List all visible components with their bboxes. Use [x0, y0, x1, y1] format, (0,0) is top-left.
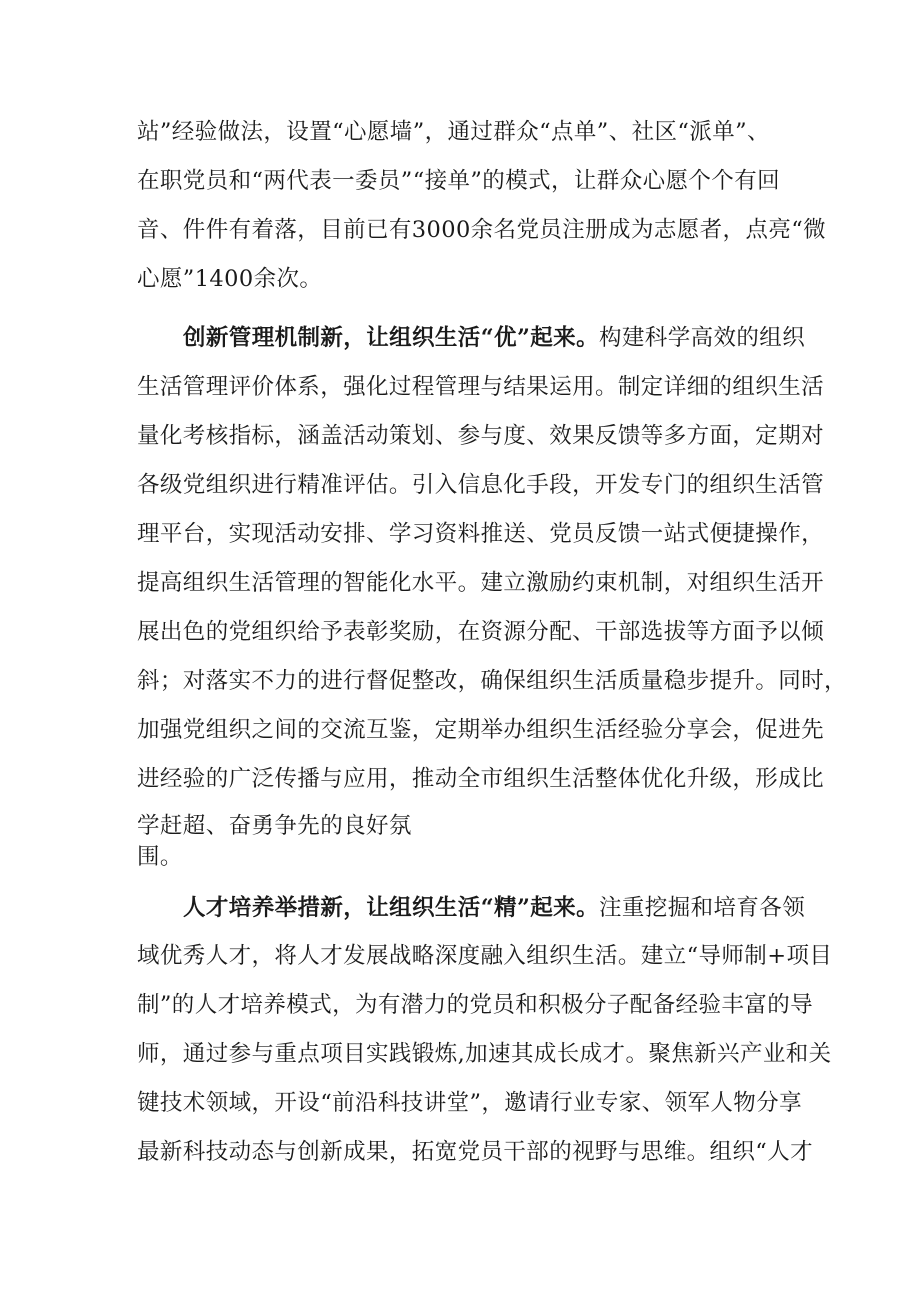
paragraph3-line-6: 最新科技动态与创新成果，拓宽党员干部的视野与思维。组织“人才	[137, 1139, 814, 1165]
paragraph3-line-5: 键技术领域，开设“前沿科技讲堂”，邀请行业专家、领军人物分享	[137, 1090, 803, 1116]
paragraph2-line-8: 斜；对落实不力的进行督促整改，确保组织生活质量稳步提升。同时，	[137, 668, 847, 694]
paragraph1-line-1: 站”经验做法，设置“心愿墙”，通过群众“点单”、社区“派单”、	[137, 119, 770, 145]
paragraph1-line-2: 在职党员和“两代表一委员”“接单”的模式，让群众心愿个个有回	[137, 168, 781, 194]
paragraph3-first-line-rest: 注重挖掘和培育各领	[599, 895, 806, 921]
paragraph1-line-4: 心愿”1400余次。	[137, 266, 323, 292]
paragraph3-line-3: 制”的人才培养模式，为有潜力的党员和积极分子配备经验丰富的导	[137, 992, 814, 1018]
paragraph2-line-11: 学赶超、奋勇争先的良好氛	[137, 813, 412, 839]
paragraph2-line-1	[183, 323, 805, 353]
paragraph2-line-2: 生活管理评价体系，强化过程管理与结果运用。制定详细的组织生活	[137, 374, 825, 400]
paragraph3-line-4: 师，通过参与重点项目实践锻炼,加速其成长成才。聚焦新兴产业和关	[137, 1041, 832, 1067]
paragraph2-line-6: 提高组织生活管理的智能化水平。建立激励约束机制，对组织生活开	[137, 570, 825, 596]
paragraph2-line-5: 理平台，实现活动安排、学习资料推送、党员反馈一站式便捷操作，	[137, 521, 825, 547]
paragraph2-line-3: 量化考核指标，涵盖活动策划、参与度、效果反馈等多方面，定期对	[137, 423, 825, 449]
paragraph2-line-7: 展出色的党组织给予表彰奖励，在资源分配、干部选拔等方面予以倾	[137, 619, 825, 645]
paragraph3-line-2: 域优秀人才，将人才发展战略深度融入组织生活。建立“导师制+项目	[137, 943, 833, 969]
paragraph2-line-4: 各级党组织进行精准评估。引入信息化手段，开发专门的组织生活管	[137, 472, 825, 498]
paragraph3-lead: 人才培养举措新，让组织生活“精”起来。	[183, 895, 599, 921]
paragraph2-lead: 创新管理机制新，让组织生活“优”起来。	[183, 325, 599, 351]
paragraph1-line-3: 音、件件有着落，目前已有3000余名党员注册成为志愿者，点亮“微	[137, 217, 827, 243]
paragraph2-line-12: 围。	[137, 844, 183, 870]
paragraph2-line-10: 进经验的广泛传播与应用，推动全市组织生活整体优化升级，形成比	[137, 766, 825, 792]
paragraph3-line-1	[183, 893, 805, 923]
paragraph2-line-9: 加强党组织之间的交流互鉴，定期举办组织生活经验分享会，促进先	[137, 717, 825, 743]
paragraph2-first-line-rest: 构建科学高效的组织	[599, 325, 806, 351]
